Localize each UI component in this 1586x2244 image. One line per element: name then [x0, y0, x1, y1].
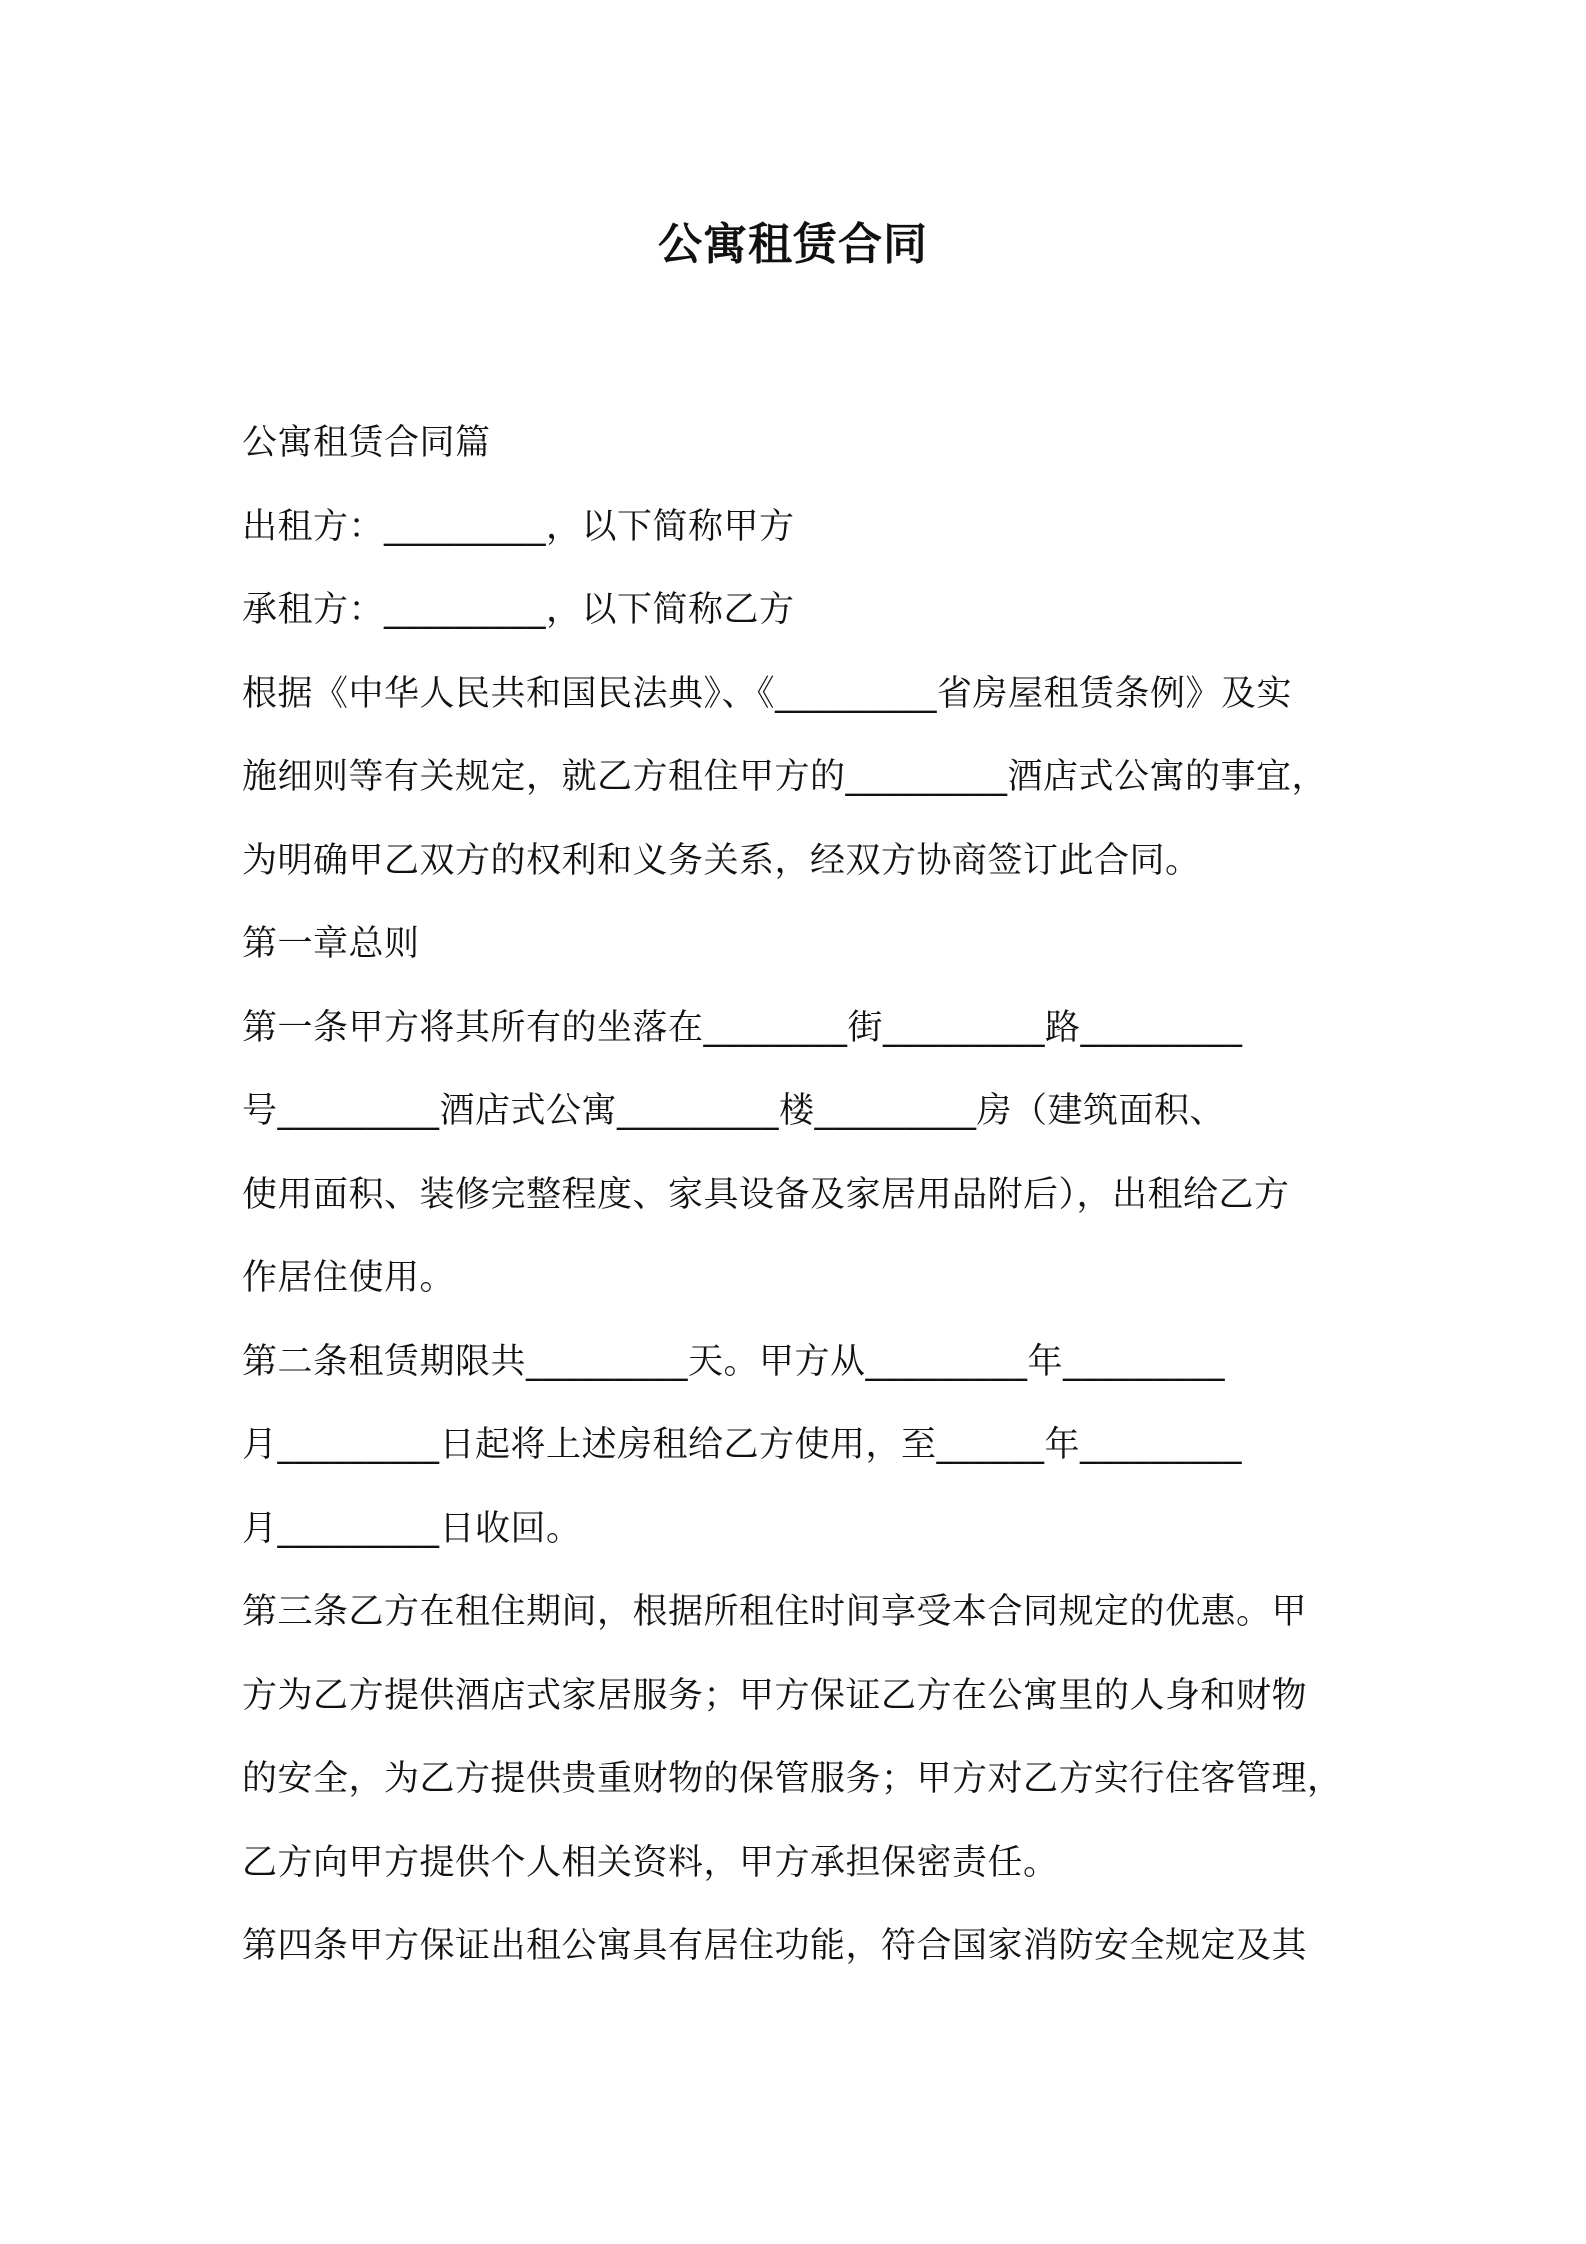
preamble-line-3: 为明确甲乙双方的权利和义务关系，经双方协商签订此合同。	[242, 840, 1201, 881]
preamble-line-1: 根据《中华人民共和国民法典》、《_________省房屋租赁条例》及实	[242, 673, 1293, 714]
article-1-line-3: 使用面积、装修完整程度、家具设备及家居用品附后），出租给乙方	[242, 1174, 1290, 1215]
article-1-line-4: 作居住使用。	[242, 1258, 456, 1298]
chapter-heading: 第一章总则	[242, 924, 420, 964]
document-title: 公寓租赁合同	[658, 219, 928, 270]
lessor-line: 出租方：_________，以下简称甲方	[242, 506, 795, 547]
document-body	[242, 402, 1354, 1989]
article-3-line-4: 乙方向甲方提供个人相关资料，甲方承担保密责任。	[242, 1842, 1059, 1883]
article-1-line-1: 第一条甲方将其所有的坐落在________街_________路_________	[242, 1007, 1243, 1048]
article-3-line-2: 方为乙方提供酒店式家居服务；甲方保证乙方在公寓里的人身和财物	[242, 1675, 1308, 1716]
article-2-line-1: 第二条租赁期限共_________天。甲方从_________年_________	[242, 1341, 1226, 1382]
article-2-line-2: 月_________日起将上述房租给乙方使用，至______年_________	[242, 1425, 1243, 1465]
article-4-line-1: 第四条甲方保证出租公寓具有居住功能，符合国家消防安全规定及其	[242, 1926, 1308, 1966]
section-heading: 公寓租赁合同篇	[242, 423, 491, 463]
article-3-line-1: 第三条乙方在租住期间，根据所租住时间享受本合同规定的优惠。甲	[242, 1592, 1308, 1632]
lessee-line: 承租方：_________，以下简称乙方	[242, 590, 795, 630]
preamble-line-2: 施细则等有关规定，就乙方租住甲方的_________酒店式公寓的事宜，	[242, 757, 1328, 797]
article-3-line-3: 的安全，为乙方提供贵重财物的保管服务；甲方对乙方实行住客管理，	[242, 1759, 1343, 1799]
article-2-line-3: 月_________日收回。	[242, 1508, 582, 1549]
article-1-line-2: 号_________酒店式公寓_________楼_________房（建筑面积、	[242, 1091, 1226, 1131]
